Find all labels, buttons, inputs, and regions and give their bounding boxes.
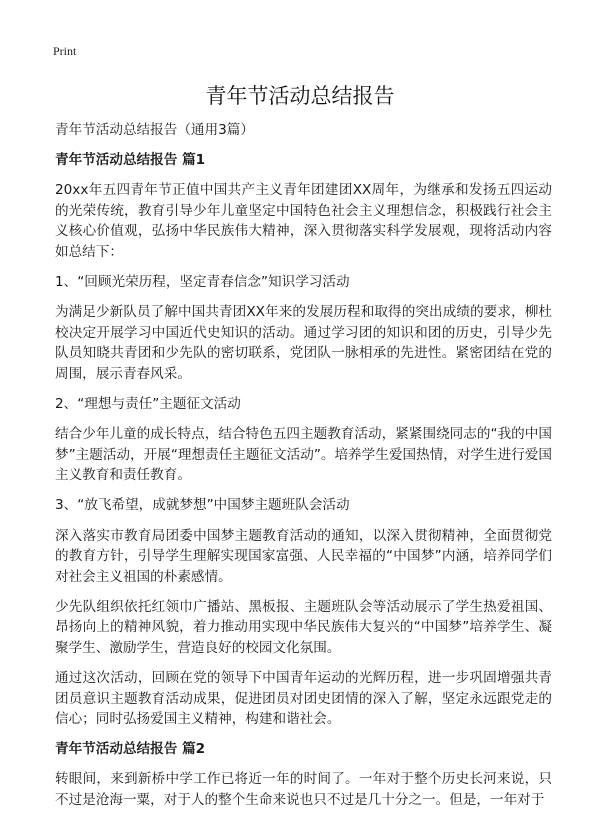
list-item-heading: 1、“回顾光荣历程，坚定青春信念”知识学习活动: [55, 274, 350, 291]
section-heading-1: 青年节活动总结报告 篇1: [55, 152, 206, 169]
section-heading-2: 青年节活动总结报告 篇2: [55, 741, 206, 758]
paragraph: 20xx年五四青年节正值中国共产主义青年团建团XX周年，为继承和发扬五四运动的光荣传统，教育引导少年儿童坚定中国特色社会主义理想信念，积极践行社会主义核心价值观，弘扬中华民族伟大精神，深入贯彻落实科学发展观，现将活动内容如总结下：: [55, 182, 552, 260]
paragraph: 结合少年儿童的成长特点，结合特色五四主题教育活动，紧紧围绕同志的“我的中国梦”主题活动，开展“理想责任主题征文活动”。培养学生爱国热情，对学生进行爱国主义教育和责任教育。: [55, 426, 552, 484]
list-item-heading: 3、“放飞希望，成就梦想”中国梦主题班队会活动: [55, 497, 350, 514]
paragraph: 深入落实市教育局团委中国梦主题教育活动的通知，以深入贯彻精神，全面贯彻党的教育方针，引导学生理解实现国家富强、人民幸福的“中国梦”内涵，培养同学们对社会主义祖国的朴素感情。: [55, 527, 552, 585]
document-body: [55, 120, 552, 820]
list-item-heading: 2、“理想与责任”主题征文活动: [55, 396, 241, 413]
paragraph: 少先队组织依托红领巾广播站、黑板报、主题班队会等活动展示了学生热爱祖国、昂扬向上的精神风貌，着力推动用实现中华民族伟大复兴的“中国梦”培养学生、凝聚学生、激励学生，营造良好的校园文化氛围。: [55, 598, 552, 656]
document-subtitle: 青年节活动总结报告（通用3篇）: [55, 122, 254, 138]
print-link[interactable]: Print: [53, 44, 77, 58]
paragraph: 转眼间，来到新桥中学工作已将近一年的时间了。一年对于整个历史长河来说，只不过是沧海一粟，对于人的整个生命来说也只不过是几十分之一。但是，一年对于: [55, 771, 552, 809]
document-title: 青年节活动总结报告: [205, 84, 395, 108]
paragraph: 通过这次活动，回顾在党的领导下中国青年运动的光辉历程，进一步巩固增强共青团员意识主题教育活动成果，促进团员对团史团情的深入了解，坚定永远跟党走的信心；同时弘扬爱国主义精神，构建和谐社会。: [55, 670, 552, 728]
paragraph: 为满足少新队员了解中国共青团XX年来的发展历程和取得的突出成绩的要求，柳杜校决定开展学习中国近代史知识的活动。通过学习团的知识和团的历史，引导少先队员知晓共青团和少先队的密切联系，党团队一脉相承的先进性。紧密团结在党的周围，展示青春风采。: [55, 304, 552, 382]
